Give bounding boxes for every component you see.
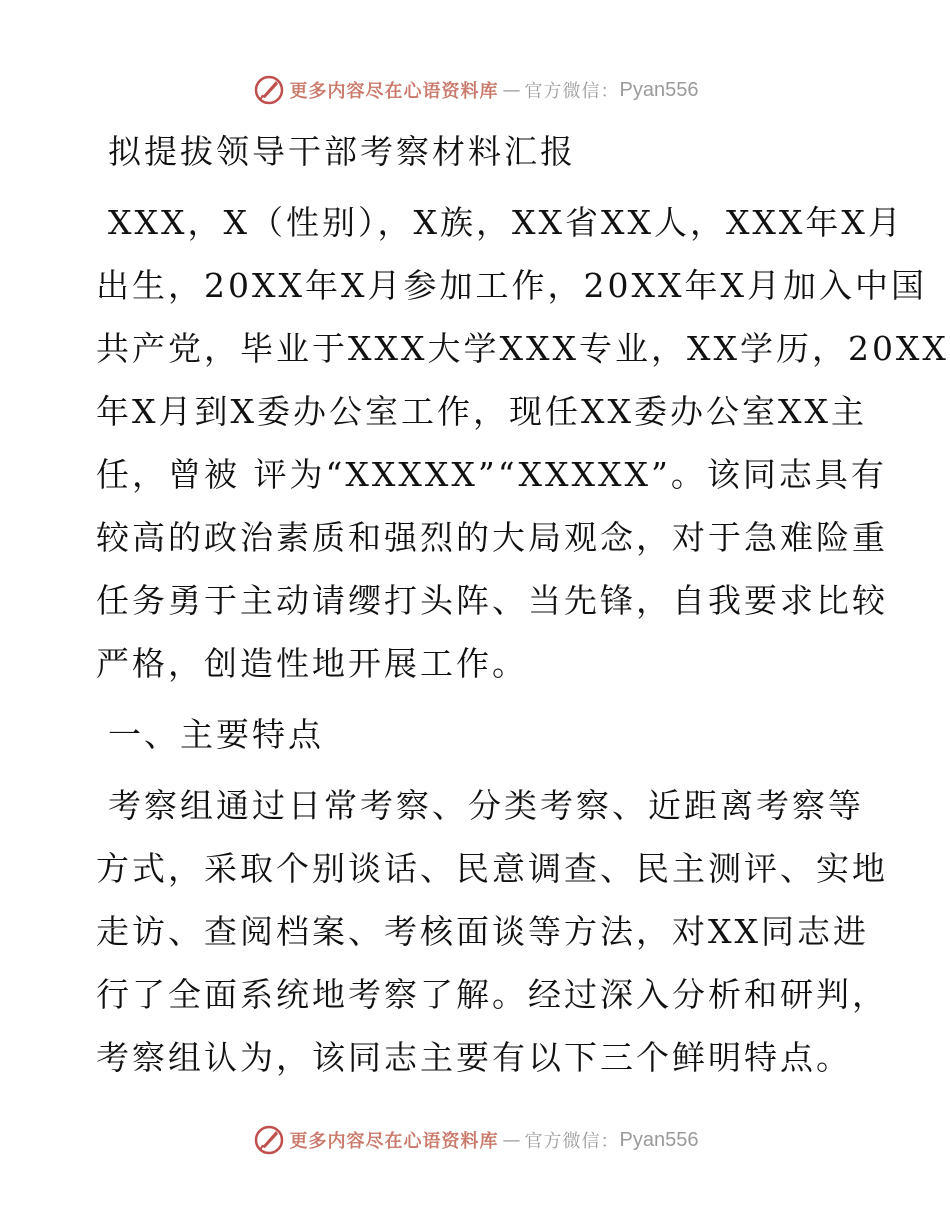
watermark-dash: — bbox=[502, 79, 521, 101]
document-body bbox=[96, 120, 949, 1089]
watermark-label: 官方微信： bbox=[524, 81, 620, 102]
paragraph-1 bbox=[96, 191, 949, 695]
watermark-label: 官方微信： bbox=[524, 1131, 620, 1152]
paragraph-line: 共产党，毕业于XXX大学XXX专业，XX学历，20XX bbox=[96, 329, 949, 368]
paragraph-line: 出生，20XX年X月参加工作，20XX年X月加入中国 bbox=[96, 266, 927, 305]
header-watermark bbox=[0, 70, 950, 110]
paragraph-2 bbox=[96, 774, 888, 1089]
paragraph-line: 考察组通过日常考察、分类考察、近距离考察等 bbox=[108, 786, 864, 825]
quill-logo-icon bbox=[252, 73, 286, 107]
paragraph-line: XXX，X（性别），X族，XX省XX人，XXX年X月 bbox=[108, 203, 904, 242]
watermark-id: Pyan556 bbox=[619, 78, 699, 101]
paragraph-line: 严格，创造性地开展工作。 bbox=[96, 644, 528, 683]
paragraph-line: 方式，采取个别谈话、民意调查、民主测评、实地 bbox=[96, 849, 888, 888]
paragraph-line: 较高的政治素质和强烈的大局观念，对于急难险重 bbox=[96, 518, 888, 557]
paragraph-line: 行了全面系统地考察了解。经过深入分析和研判， bbox=[96, 975, 888, 1014]
footer-watermark bbox=[0, 1120, 950, 1160]
paragraph-line: 任务勇于主动请缨打头阵、当先锋，自我要求比较 bbox=[96, 581, 888, 620]
paragraph-line: 走访、查阅档案、考核面谈等方法，对XX同志进 bbox=[96, 912, 869, 951]
watermark-id: Pyan556 bbox=[619, 1128, 699, 1151]
section-heading: 一、主要特点 bbox=[108, 715, 324, 754]
quill-logo-icon bbox=[252, 1123, 286, 1157]
paragraph-line: 考察组认为，该同志主要有以下三个鲜明特点。 bbox=[96, 1038, 852, 1077]
watermark-text: 更多内容尽在心语资料库 bbox=[289, 1131, 499, 1152]
paragraph-line: 年X月到X委办公室工作，现任XX委办公室XX主 bbox=[96, 392, 867, 431]
watermark-text: 更多内容尽在心语资料库 bbox=[289, 81, 499, 102]
document-title: 拟提拔领导干部考察材料汇报 bbox=[108, 132, 576, 171]
paragraph-line: 任，曾被 评为“XXXXX”“XXXXX”。该同志具有 bbox=[96, 455, 887, 494]
watermark-dash: — bbox=[502, 1129, 521, 1151]
